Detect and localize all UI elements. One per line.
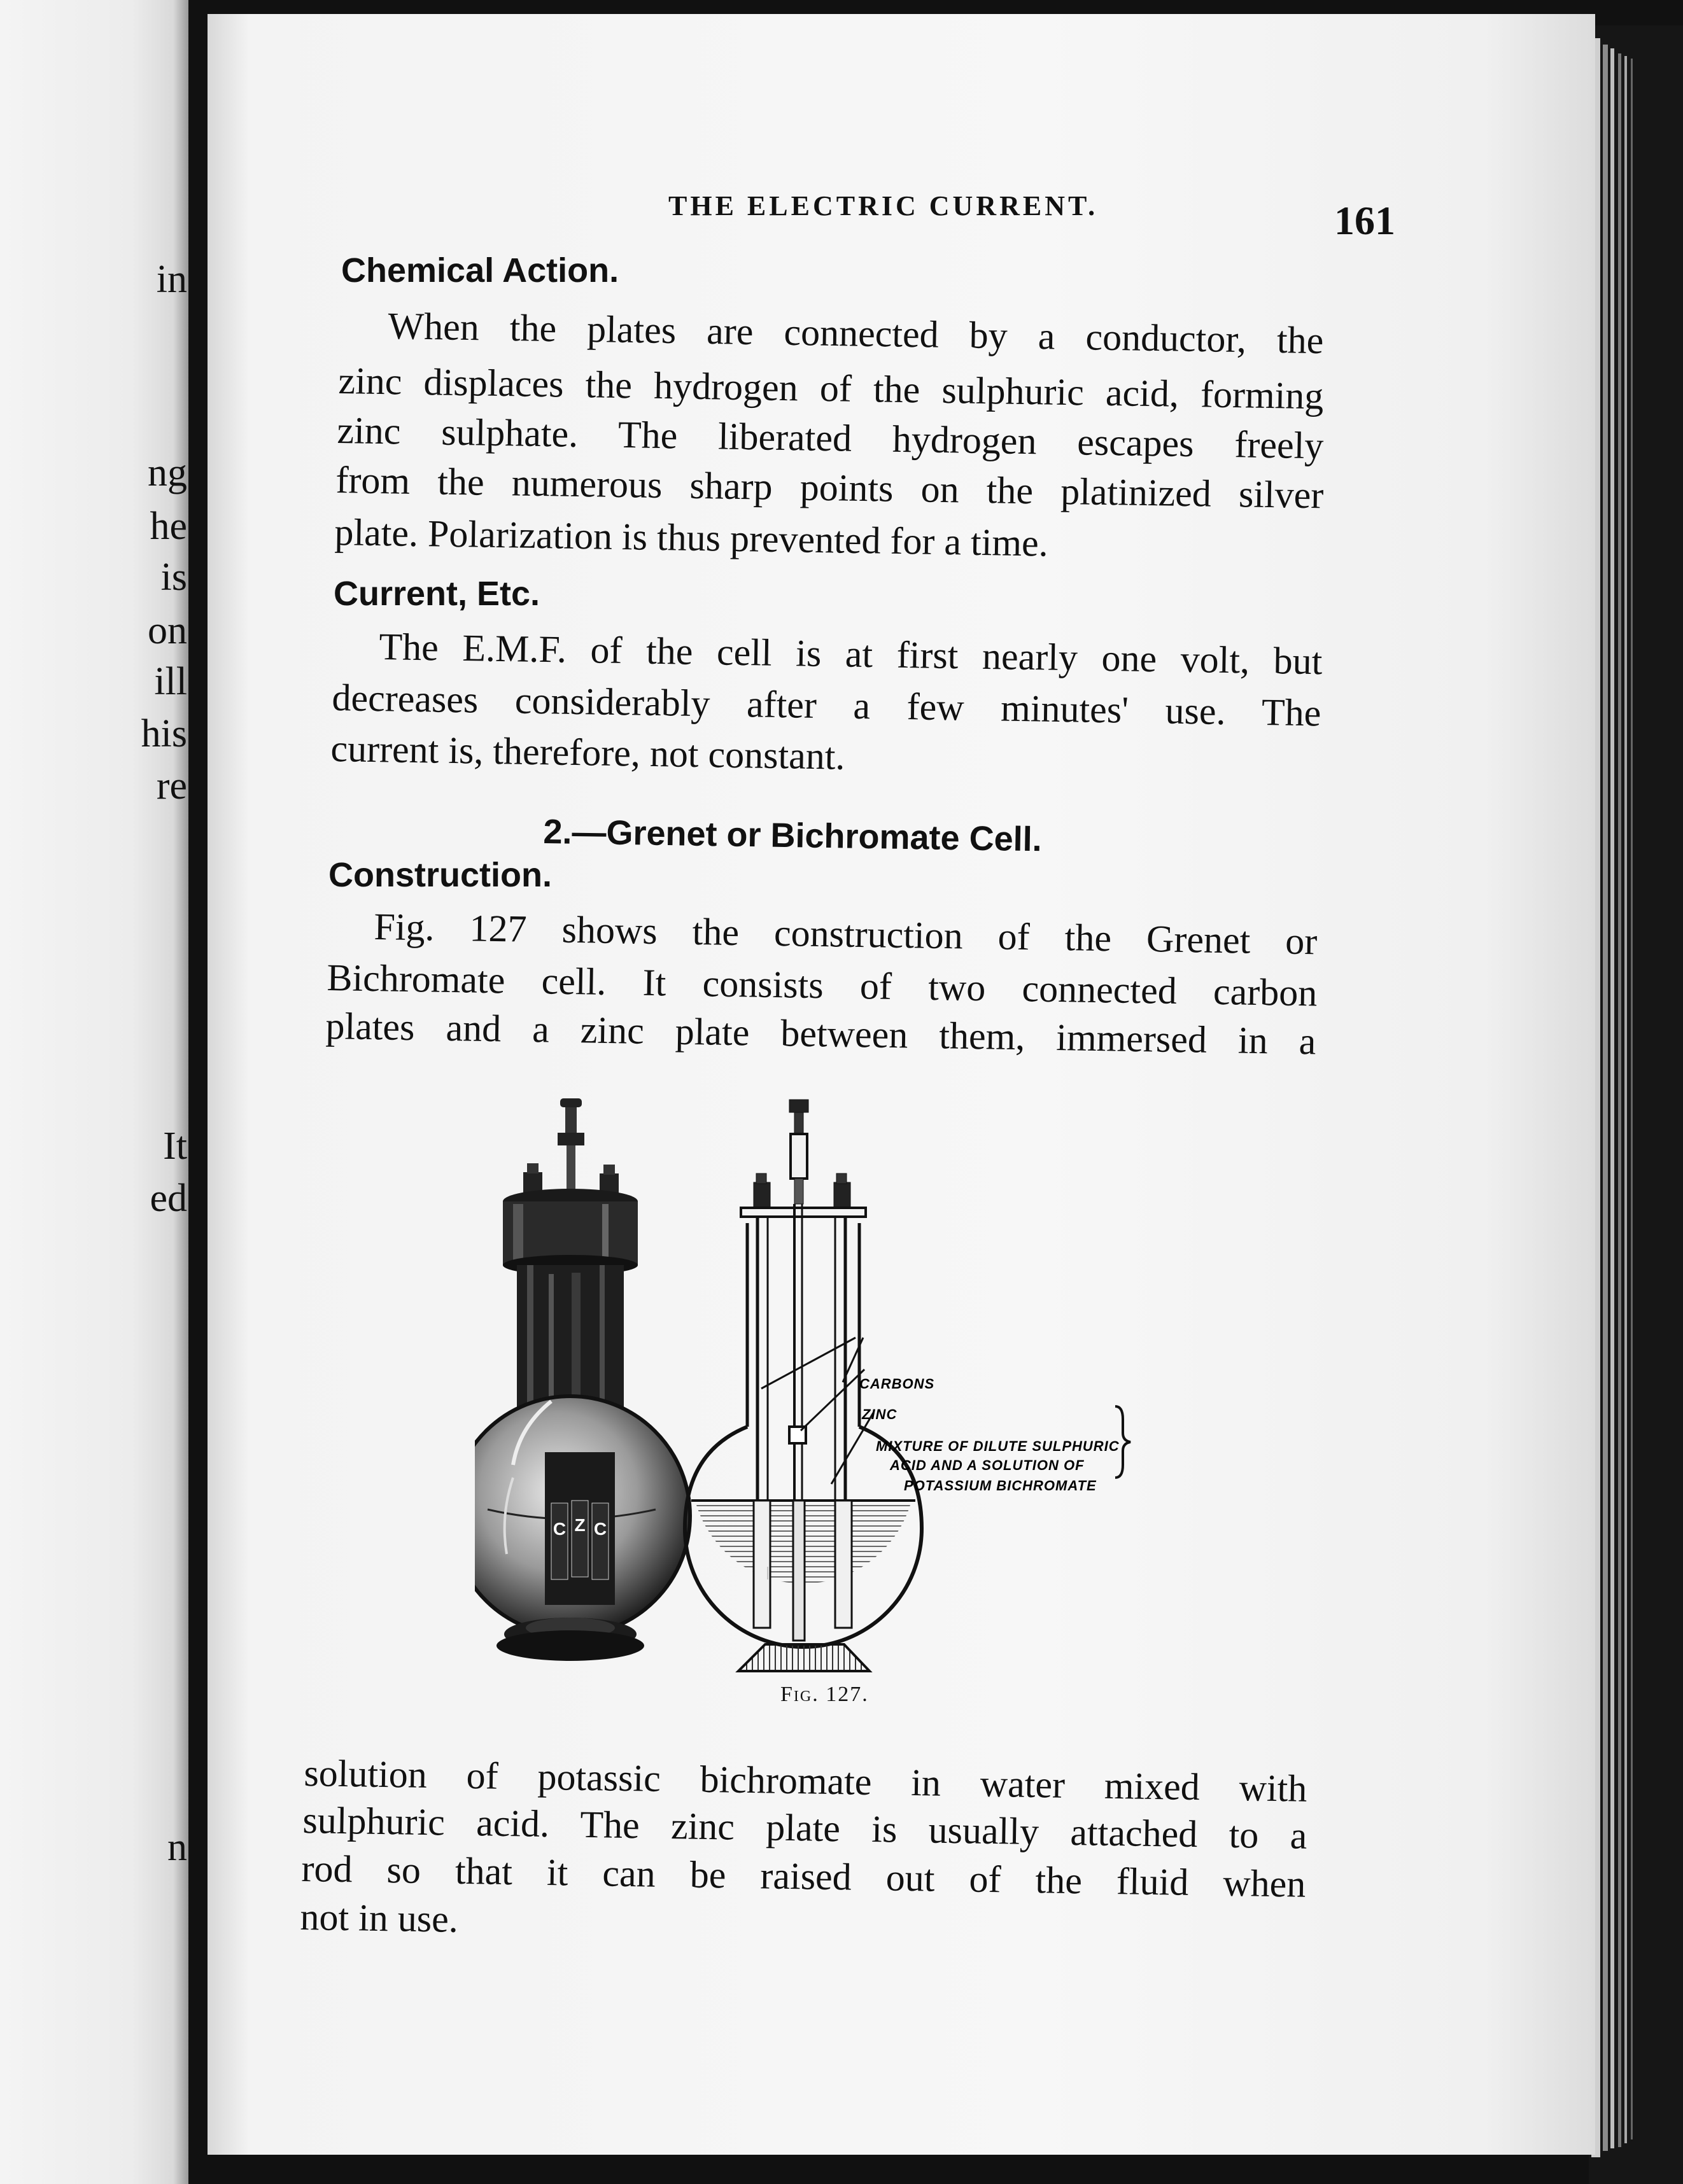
callout-mixture: POTASSIUM BICHROMATE [904, 1478, 1097, 1494]
left-page-fragment: on [148, 609, 187, 652]
paragraph-line [301, 1849, 1306, 1903]
left-page-fragment: he [150, 505, 187, 548]
paragraph-line [327, 958, 1318, 1012]
left-page-fragment: his [141, 712, 187, 755]
left-page-fragment: ed [150, 1177, 187, 1220]
paragraph-line-text: solution of potassic bichromate in water mixed with [304, 1752, 1307, 1810]
book-page [208, 14, 1595, 2155]
left-page-fragment: n [167, 1826, 187, 1869]
paragraph-line [337, 411, 1324, 465]
paragraph-line [304, 1754, 1307, 1808]
plate-label-zinc: Z [574, 1515, 586, 1535]
left-page-fragment: ng [148, 451, 187, 494]
paragraph-line-text: plates and a zinc plate between them, immersed in a [325, 1005, 1316, 1063]
paragraph-line: current is, therefore, not constant. [330, 727, 845, 778]
callout-carbons: CARBONS [859, 1376, 935, 1392]
paragraph-line-text: Fig. 127 shows the construction of the Grenet or [374, 906, 1318, 963]
left-page-fragment: ill [154, 660, 187, 703]
page-edges [1589, 25, 1683, 2184]
paragraph-line-text: Bichromate cell. It consists of two connected carbon [327, 956, 1318, 1014]
paragraph-line-text: decreases considerably after a few minutes' use. The [332, 676, 1321, 734]
paragraph-line [379, 626, 1323, 683]
left-page-fragment: It [163, 1124, 187, 1168]
paragraph-line-text: rod so that it can be raised out of the fluid when [301, 1847, 1306, 1905]
section-heading-grenet-cell: 2.—Grenet or Bichromate Cell. [543, 812, 1043, 859]
paragraph-line-text: zinc sulphate. The liberated hydrogen escapes freely [337, 409, 1324, 467]
paragraph-line [374, 906, 1318, 963]
paragraph-line: plate. Polarization is thus prevented for a time. [334, 511, 1049, 564]
grenet-cell-exterior [475, 1098, 690, 1661]
plate-label-carbon: C [553, 1519, 567, 1539]
paragraph-line [302, 1801, 1307, 1855]
page-number: 161 [1334, 198, 1395, 243]
paragraph-line: not in use. [300, 1896, 459, 1940]
running-head: THE ELECTRIC CURRENT. [668, 190, 1099, 221]
paragraph-line-text: zinc displaces the hydrogen of the sulphuric acid, forming [338, 360, 1324, 417]
paragraph-line-text: When the plates are connected by a conductor, the [388, 305, 1324, 362]
section-heading-current: Current, Etc. [334, 575, 540, 613]
callout-mixture: ACID AND A SOLUTION OF [890, 1457, 1085, 1473]
figure-caption: Fig. 127. [780, 1683, 869, 1706]
figure-127-illustration [475, 1070, 1379, 1707]
paragraph-line-text: from the numerous sharp points on the platinized silver [335, 459, 1324, 517]
paragraph-line-text: The E.M.F. of the cell is at first nearly one volt, but [379, 626, 1323, 683]
paragraph-line-text: sulphuric acid. The zinc plate is usually attached to a [302, 1799, 1307, 1857]
plate-label-carbon: C [593, 1519, 607, 1539]
paragraph-line [332, 678, 1321, 732]
paragraph-line [325, 1005, 1316, 1063]
left-page-fragment: in [156, 258, 187, 301]
paragraph-line [338, 361, 1324, 415]
section-heading-chemical-action: Chemical Action. [341, 251, 619, 290]
callout-zinc: ZINC [862, 1406, 898, 1422]
left-page-fragment: re [156, 764, 187, 808]
paragraph-line [388, 307, 1324, 360]
callout-mixture: MIXTURE OF DILUTE SULPHURIC [876, 1438, 1120, 1454]
paragraph-line [335, 459, 1324, 517]
left-facing-page [0, 0, 188, 2184]
section-heading-construction: Construction. [328, 856, 552, 894]
left-page-fragment: is [160, 556, 187, 599]
